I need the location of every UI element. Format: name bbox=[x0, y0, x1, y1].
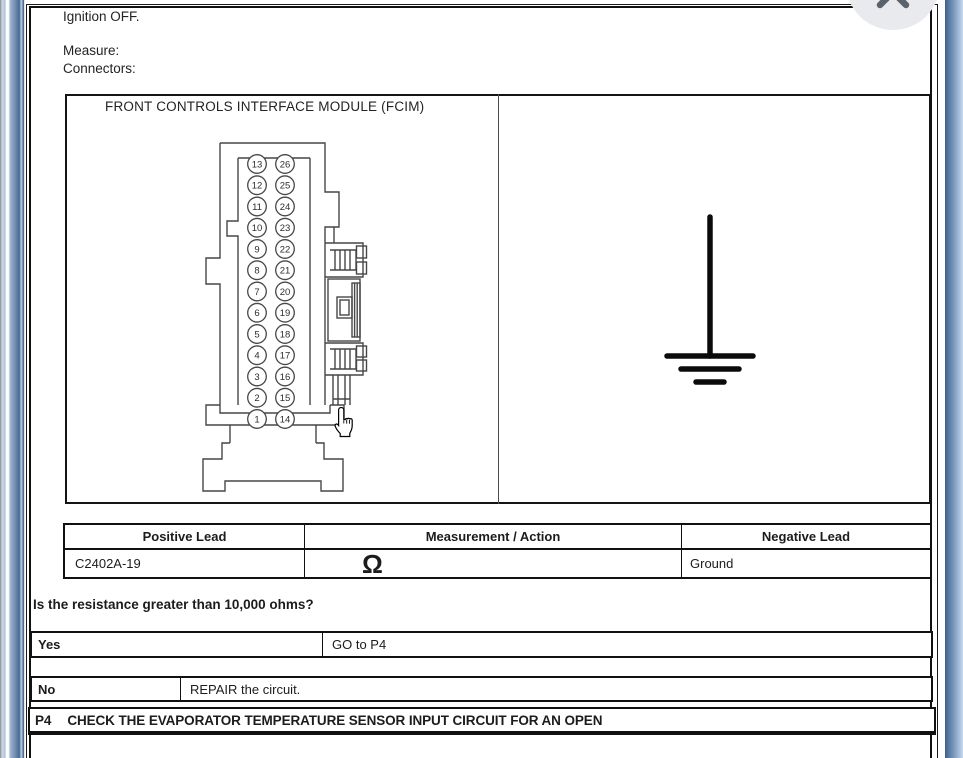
close-icon bbox=[846, 0, 940, 30]
fcim-connector-diagram bbox=[196, 140, 374, 498]
yes-label: Yes bbox=[38, 637, 61, 652]
svg-text:15: 15 bbox=[279, 393, 291, 405]
svg-text:25: 25 bbox=[279, 180, 291, 192]
svg-text:19: 19 bbox=[279, 308, 291, 320]
positive-lead-value: C2402A-19 bbox=[65, 550, 305, 577]
svg-text:2: 2 bbox=[254, 393, 260, 405]
svg-text:7: 7 bbox=[254, 286, 260, 298]
diagram-divider bbox=[498, 94, 499, 504]
header-measurement-action: Measurement / Action bbox=[305, 525, 682, 548]
close-button[interactable] bbox=[846, 0, 940, 30]
svg-text:12: 12 bbox=[251, 180, 263, 192]
no-action: REPAIR the circuit. bbox=[180, 678, 931, 700]
svg-text:22: 22 bbox=[279, 244, 291, 256]
svg-text:3: 3 bbox=[254, 371, 260, 383]
instruction-ignition: Ignition OFF. bbox=[63, 9, 140, 24]
header-positive-lead: Positive Lead bbox=[65, 525, 305, 548]
right-scrollbar[interactable] bbox=[945, 0, 963, 758]
instruction-connectors: Connectors: bbox=[63, 61, 136, 76]
no-label: No bbox=[38, 681, 56, 697]
ohm-symbol: Ω bbox=[305, 550, 682, 577]
svg-text:17: 17 bbox=[279, 350, 291, 362]
svg-text:24: 24 bbox=[279, 201, 291, 213]
svg-text:23: 23 bbox=[279, 223, 291, 235]
svg-text:18: 18 bbox=[279, 329, 291, 341]
header-negative-lead: Negative Lead bbox=[761, 529, 851, 544]
measurement-table-header-row bbox=[65, 525, 930, 550]
svg-text:13: 13 bbox=[251, 159, 263, 171]
svg-text:6: 6 bbox=[254, 308, 260, 320]
ground-symbol-icon bbox=[655, 212, 765, 388]
svg-text:20: 20 bbox=[279, 286, 291, 298]
svg-text:14: 14 bbox=[279, 414, 291, 426]
result-row-no bbox=[30, 676, 933, 702]
yes-action: GO to P4 bbox=[322, 633, 931, 656]
diagram-title: FRONT CONTROLS INTERFACE MODULE (FCIM) bbox=[105, 99, 425, 114]
instruction-measure: Measure: bbox=[63, 43, 120, 58]
svg-text:5: 5 bbox=[254, 329, 260, 341]
measurement-table-value-row bbox=[65, 550, 930, 577]
next-step-bar bbox=[28, 707, 936, 735]
negative-lead-value: Ground bbox=[690, 556, 734, 571]
connector-pins bbox=[248, 155, 295, 429]
svg-text:9: 9 bbox=[254, 244, 260, 256]
next-step-code: P4 bbox=[35, 712, 52, 728]
svg-text:16: 16 bbox=[279, 371, 291, 383]
svg-text:26: 26 bbox=[279, 159, 291, 171]
svg-text:8: 8 bbox=[254, 265, 260, 277]
hand-cursor-icon bbox=[332, 406, 356, 438]
measurement-table bbox=[63, 523, 932, 579]
next-step-title: CHECK THE EVAPORATOR TEMPERATURE SENSOR INPUT CIRCUIT FOR AN OPEN bbox=[67, 712, 603, 728]
svg-text:11: 11 bbox=[252, 201, 262, 213]
question-text: Is the resistance greater than 10,000 ohms? bbox=[33, 597, 314, 612]
svg-text:4: 4 bbox=[254, 350, 260, 362]
svg-text:10: 10 bbox=[251, 223, 263, 235]
svg-text:1: 1 bbox=[254, 414, 260, 426]
left-scrollbar[interactable] bbox=[0, 0, 25, 758]
svg-text:21: 21 bbox=[279, 265, 291, 277]
result-row-yes bbox=[30, 631, 933, 658]
